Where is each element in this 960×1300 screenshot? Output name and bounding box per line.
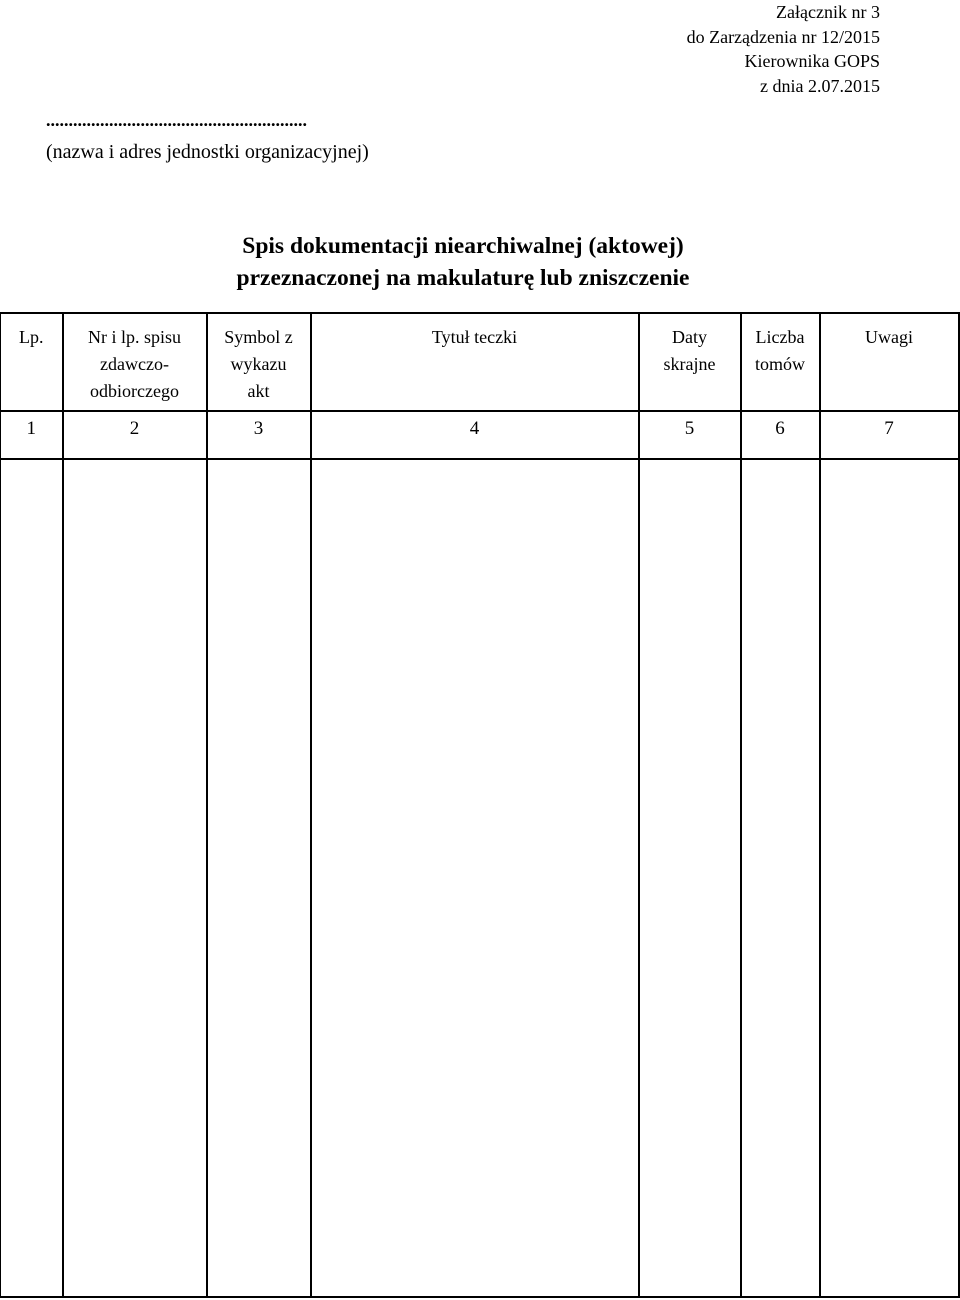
title-line-2: przeznaczonej na makulaturę lub zniszczenie bbox=[236, 265, 690, 291]
attachment-header bbox=[687, 0, 880, 98]
table-header-row bbox=[1, 313, 959, 411]
attachment-number: Załącznik nr 3 bbox=[776, 2, 880, 22]
issue-date: z dnia 2.07.2015 bbox=[760, 75, 880, 96]
column-number: 7 bbox=[820, 411, 959, 459]
column-number: 5 bbox=[639, 411, 741, 459]
header-transfer-list-number: Nr i lp. spisu zdawczo- odbiorczego bbox=[63, 313, 207, 411]
column-number: 2 bbox=[63, 411, 207, 459]
issuer: Kierownika GOPS bbox=[744, 51, 880, 71]
column-number: 3 bbox=[207, 411, 311, 459]
empty-cell-file-symbol bbox=[207, 459, 311, 1297]
column-number: 1 bbox=[1, 411, 63, 459]
empty-cell-transfer-list-number bbox=[63, 459, 207, 1297]
table-row bbox=[1, 459, 959, 1297]
column-number: 4 bbox=[311, 411, 639, 459]
empty-cell-date-range bbox=[639, 459, 741, 1297]
empty-cell-lp bbox=[1, 459, 63, 1297]
header-volume-count: Liczba tomów bbox=[741, 313, 820, 411]
empty-cell-folder-title bbox=[311, 459, 639, 1297]
empty-cell-volume-count bbox=[741, 459, 820, 1297]
title-line-1: Spis dokumentacji niearchiwalnej (aktowej) bbox=[242, 233, 684, 259]
column-number: 6 bbox=[741, 411, 820, 459]
unit-name-fill-line: .......................................................... bbox=[46, 110, 307, 130]
header-remarks: Uwagi bbox=[820, 313, 959, 411]
column-number-row bbox=[1, 411, 959, 459]
empty-cell-remarks bbox=[820, 459, 959, 1297]
header-file-symbol: Symbol z wykazu akt bbox=[207, 313, 311, 411]
header-lp: Lp. bbox=[1, 313, 63, 411]
document-title bbox=[0, 230, 926, 294]
header-date-range: Daty skrajne bbox=[639, 313, 741, 411]
unit-name-caption: (nazwa i adres jednostki organizacyjnej) bbox=[46, 141, 369, 163]
documentation-list-table bbox=[0, 312, 960, 1298]
regulation-reference: do Zarządzenia nr 12/2015 bbox=[686, 26, 880, 47]
header-folder-title: Tytuł teczki bbox=[311, 313, 639, 411]
